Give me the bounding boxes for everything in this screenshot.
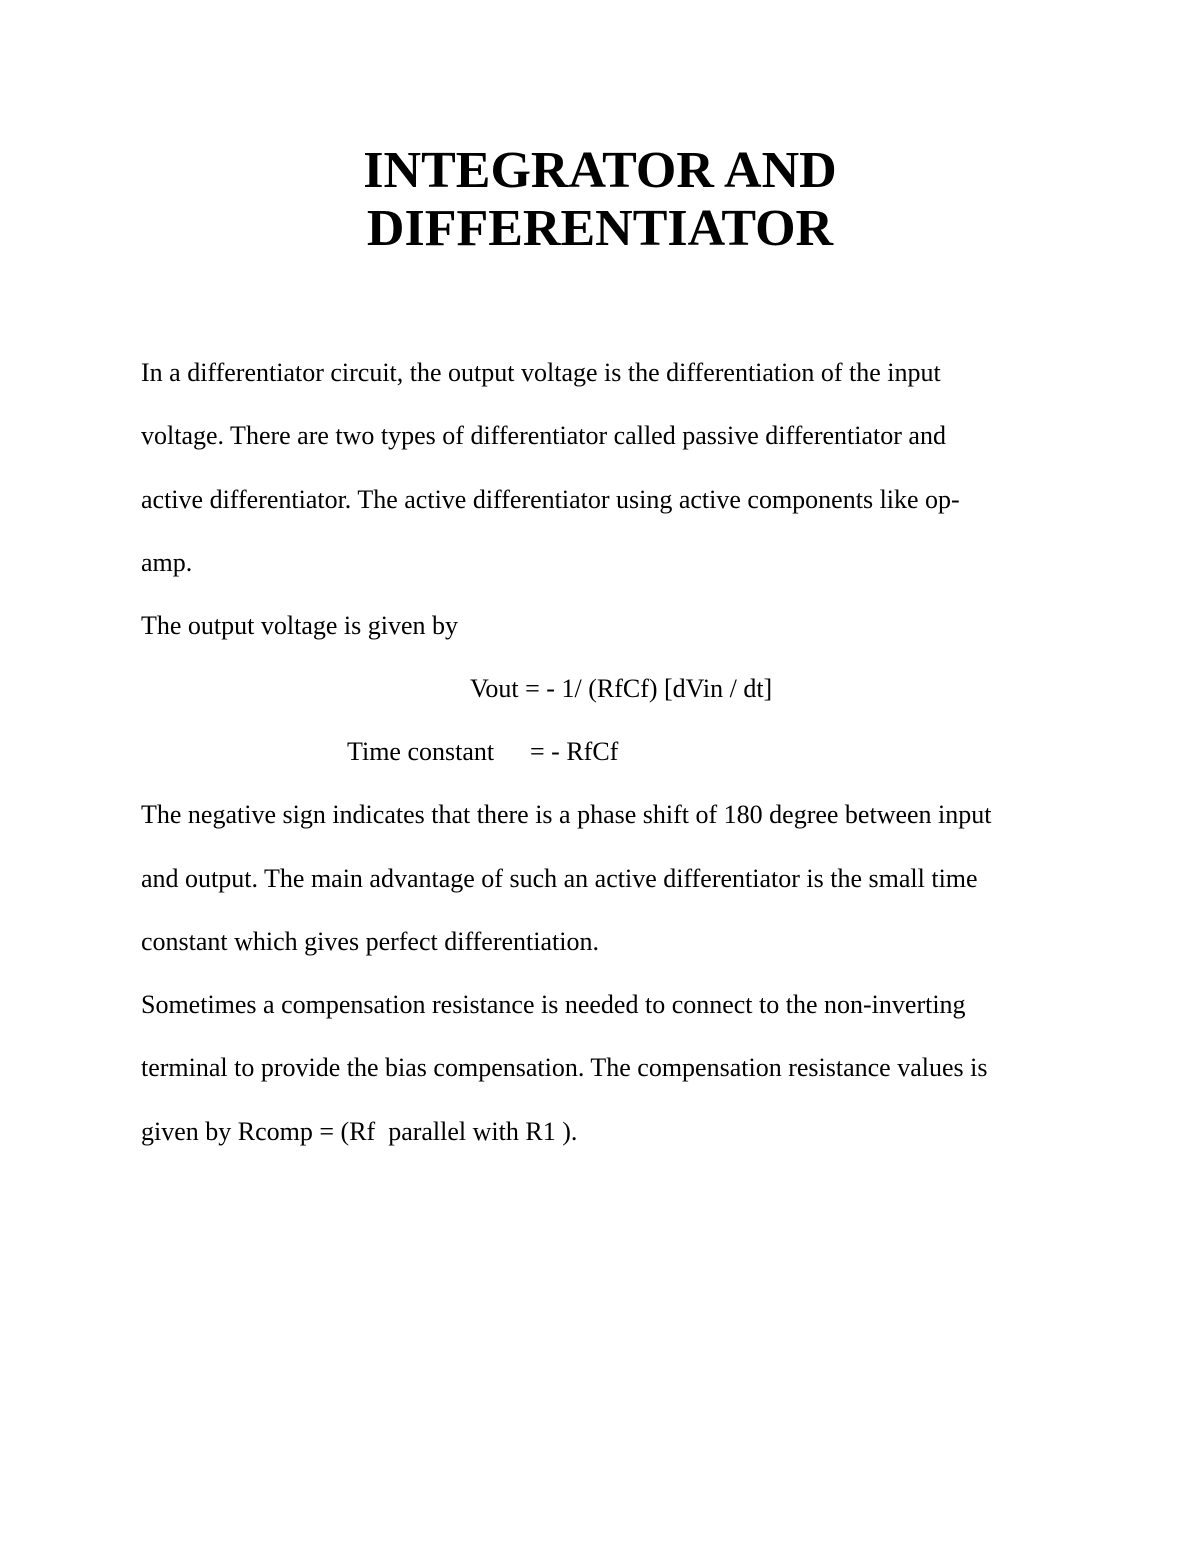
paragraph-line: The negative sign indicates that there is a phase shift of 180 degree between input — [141, 800, 992, 829]
time-constant-label: Time constant — [347, 737, 495, 766]
paragraph-line: and output. The main advantage of such an active differentiator is the small time — [141, 864, 978, 893]
paragraph-line: terminal to provide the bias compensation. The compensation resistance values is — [141, 1053, 988, 1082]
paragraph-line: constant which gives perfect differentiation. — [141, 927, 599, 956]
title-line-2: DIFFERENTIATOR — [366, 200, 834, 257]
time-constant-value: = - RfCf — [530, 737, 619, 766]
page-title — [0, 142, 1200, 258]
paragraph-line: voltage. There are two types of differentiator called passive differentiator and — [141, 421, 946, 450]
formula-intro: The output voltage is given by — [141, 611, 459, 640]
paragraph-line: Sometimes a compensation resistance is needed to connect to the non-inverting — [141, 990, 966, 1019]
paragraph-line: given by Rcomp = (Rf parallel with R1 ). — [141, 1117, 578, 1146]
title-line-1: INTEGRATOR AND — [363, 142, 837, 199]
output-voltage-formula: Vout = - 1/ (RfCf) [dVin / dt] — [470, 674, 773, 703]
paragraph-line: amp. — [141, 548, 193, 577]
paragraph-line: active differentiator. The active differentiator using active components like op- — [141, 485, 960, 514]
paragraph-line: In a differentiator circuit, the output voltage is the differentiation of the input — [141, 358, 941, 387]
